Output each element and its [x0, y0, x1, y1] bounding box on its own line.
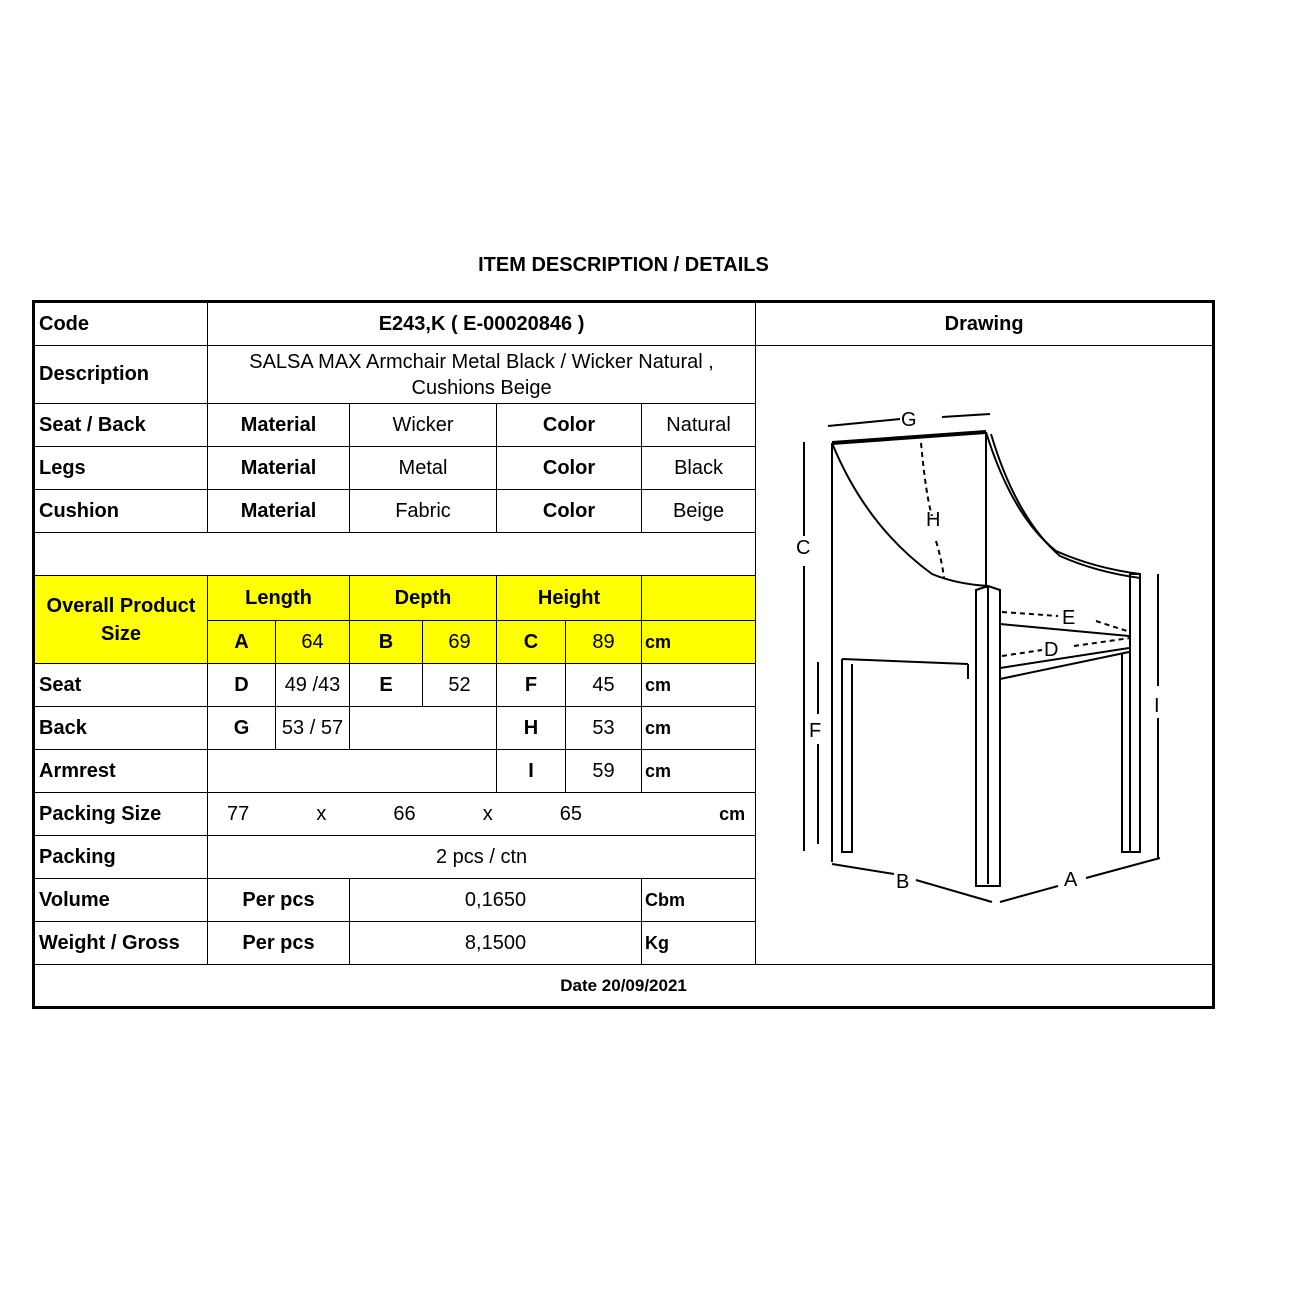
armrest-unit: cm — [642, 750, 756, 793]
sheet-title: ITEM DESCRIPTION / DETAILS — [478, 254, 769, 276]
drawing-header: Drawing — [756, 302, 1214, 346]
armrest-blank — [208, 750, 497, 793]
overall-a-letter: A — [208, 621, 276, 664]
cushion-material: Fabric — [350, 490, 497, 533]
label-e: E — [1062, 607, 1076, 629]
dim-d-line — [1002, 638, 1130, 656]
armrest-i-value: 59 — [566, 750, 642, 793]
back-g-value: 53 / 57 — [276, 707, 350, 750]
overall-c-value: 89 — [566, 621, 642, 664]
description-label: Description — [34, 346, 208, 404]
label-i: I — [1154, 695, 1160, 717]
overall-header-blank — [642, 576, 756, 621]
packing-size-x1: x — [316, 802, 327, 825]
label-f: F — [809, 720, 822, 742]
right-back-curve — [986, 432, 1140, 574]
label-d: D — [1044, 639, 1059, 661]
legs-color-label: Color — [497, 447, 642, 490]
code-value: E243,K ( E-00020846 ) — [208, 302, 756, 346]
seat-d-letter: D — [208, 664, 276, 707]
packing-value: 2 pcs / ctn — [208, 836, 756, 879]
legs-color: Black — [642, 447, 756, 490]
seat-f-letter: F — [497, 664, 566, 707]
weight-value: 8,1500 — [350, 922, 642, 965]
seat-back-material: Wicker — [350, 404, 497, 447]
overall-unit: cm — [642, 621, 756, 664]
chair-drawing — [756, 346, 1214, 964]
depth-header: Depth — [350, 576, 497, 621]
dim-b-line — [832, 864, 992, 902]
right-back-curve-inner — [991, 434, 1140, 578]
height-header: Height — [497, 576, 642, 621]
description-value — [208, 346, 756, 404]
drawing-cell — [756, 346, 1214, 965]
packing-size-unit: cm — [719, 803, 746, 824]
label-b: B — [896, 871, 910, 893]
seat-back-color-label: Color — [497, 404, 642, 447]
seat-d-value: 49 /43 — [276, 664, 350, 707]
back-blank — [350, 707, 497, 750]
cushion-color-label: Color — [497, 490, 642, 533]
seat-e-letter: E — [350, 664, 423, 707]
volume-value: 0,1650 — [350, 879, 642, 922]
code-label: Code — [34, 302, 208, 346]
cushion-material-label: Material — [208, 490, 350, 533]
volume-per: Per pcs — [208, 879, 350, 922]
dim-a-line — [1000, 858, 1160, 902]
right-arm-post — [1130, 574, 1140, 852]
volume-label: Volume — [34, 879, 208, 922]
left-back-curve — [832, 443, 988, 586]
packing-size-values — [208, 793, 756, 836]
armrest-i-letter: I — [497, 750, 566, 793]
overall-b-letter: B — [350, 621, 423, 664]
weight-unit: Kg — [642, 922, 756, 965]
description-line-1: SALSA MAX Armchair Metal Black / Wicker Natural , — [249, 350, 714, 373]
seat-back-material-label: Material — [208, 404, 350, 447]
weight-per: Per pcs — [208, 922, 350, 965]
packing-label: Packing — [34, 836, 208, 879]
legs-material-label: Material — [208, 447, 350, 490]
overall-c-letter: C — [497, 621, 566, 664]
overall-b-value: 69 — [423, 621, 497, 664]
packing-size-height: 65 — [559, 802, 582, 825]
packing-size-width: 66 — [393, 802, 416, 825]
seat-f-value: 45 — [566, 664, 642, 707]
cushion-label: Cushion — [34, 490, 208, 533]
packing-size-length: 77 — [227, 802, 250, 825]
label-a: A — [1064, 869, 1078, 891]
armrest-label: Armrest — [34, 750, 208, 793]
seat-e-value: 52 — [423, 664, 497, 707]
empty-row — [34, 533, 756, 576]
legs-label: Legs — [34, 447, 208, 490]
left-leg — [842, 659, 968, 852]
packing-size-x2: x — [482, 802, 493, 825]
description-line-2: Cushions Beige — [411, 376, 552, 399]
label-g: G — [901, 409, 917, 431]
seat-unit: cm — [642, 664, 756, 707]
packing-size-label: Packing Size — [34, 793, 208, 836]
cushion-color: Beige — [642, 490, 756, 533]
date: Date 20/09/2021 — [34, 965, 1214, 1008]
overall-size-label: Overall Product Size — [34, 576, 208, 664]
legs-material: Metal — [350, 447, 497, 490]
overall-a-value: 64 — [276, 621, 350, 664]
label-c: C — [796, 537, 811, 559]
seat-label: Seat — [34, 664, 208, 707]
back-h-letter: H — [497, 707, 566, 750]
weight-label: Weight / Gross — [34, 922, 208, 965]
back-h-value: 53 — [566, 707, 642, 750]
backrest-top-line — [832, 432, 986, 443]
length-header: Length — [208, 576, 350, 621]
back-g-letter: G — [208, 707, 276, 750]
back-unit: cm — [642, 707, 756, 750]
back-label: Back — [34, 707, 208, 750]
label-h: H — [926, 509, 941, 531]
spec-table — [32, 300, 1215, 1009]
seat-back-color: Natural — [642, 404, 756, 447]
seat-back-label: Seat / Back — [34, 404, 208, 447]
volume-unit: Cbm — [642, 879, 756, 922]
